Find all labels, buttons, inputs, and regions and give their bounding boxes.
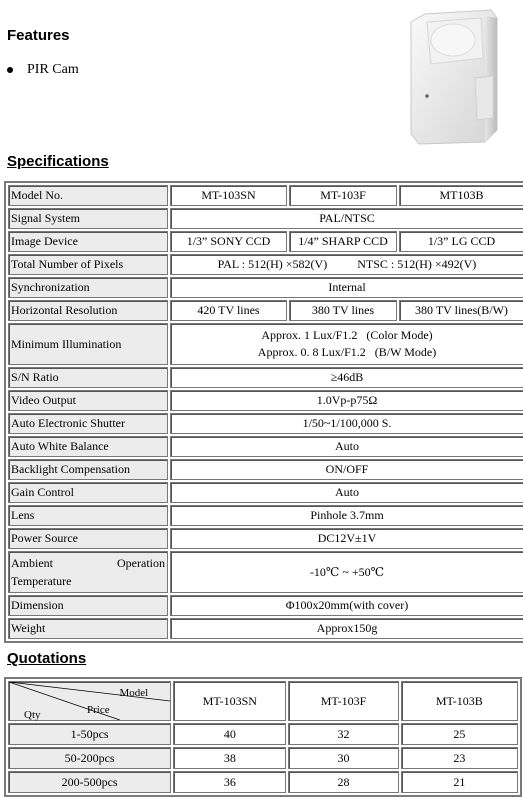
price-cell: 28 [288,771,398,793]
spec-value: Auto [170,482,523,503]
spec-label: Horizontal Resolution [8,300,168,321]
table-header-row [8,681,518,721]
spec-value: PAL/NTSC [170,208,523,229]
feature-item-label: PIR Cam [27,62,79,77]
spec-label: Total Number of Pixels [8,254,168,275]
spec-value: 380 TV lines(B/W) [399,300,523,321]
spec-label: Backlight Compensation [8,459,168,480]
spec-label: Video Output [8,390,168,411]
specifications-heading: Specifications [7,153,109,170]
spec-value: MT103B [399,185,523,206]
illumination-color-mode: Approx. 1 Lux/F1.2 (Color Mode) [261,328,433,342]
spec-label: Lens [8,505,168,526]
spec-value: Approx150g [170,618,523,639]
spec-label: Dimension [8,595,168,616]
spec-value: MT-103SN [170,185,287,206]
table-row [8,436,523,457]
model-header: MT-103B [401,681,518,721]
quotations-table [4,677,522,797]
price-cell: 40 [173,723,286,745]
spec-value: 1/50~1/100,000 S. [170,413,523,434]
spec-value: ≥46dB [170,367,523,388]
table-row [8,595,523,616]
spec-label: Weight [8,618,168,639]
bullet-icon [7,67,13,73]
spec-value: MT-103F [289,185,397,206]
price-cell: 23 [401,747,518,769]
spec-value: PAL : 512(H) ×582(V) NTSC : 512(H) ×492(V) [170,254,523,275]
spec-value: Pinhole 3.7mm [170,505,523,526]
operation-word: Operation [117,556,165,570]
corner-qty-label: Qty [24,709,41,721]
spec-label: Gain Control [8,482,168,503]
price-cell: 36 [173,771,286,793]
spec-value: 1/3” SONY CCD [170,231,287,252]
ambient-word: Ambient [11,556,53,570]
spec-value: Φ100x20mm(with cover) [170,595,523,616]
table-row [8,413,523,434]
specifications-table [4,181,523,643]
pir-camera-image [405,8,505,146]
qty-cell: 1-50pcs [8,723,171,745]
table-row [8,185,523,206]
table-row [8,390,523,411]
price-cell: 30 [288,747,398,769]
quotations-heading: Quotations [7,650,87,667]
features-heading: Features [7,27,70,44]
price-cell: 21 [401,771,518,793]
spec-value: Auto [170,436,523,457]
spec-value: 1/3” LG CCD [399,231,523,252]
corner-header-cell [8,681,171,721]
price-cell: 38 [173,747,286,769]
table-row [8,723,518,745]
table-row [8,528,523,549]
table-row [8,323,523,365]
table-row [8,505,523,526]
spec-label: Auto Electronic Shutter [8,413,168,434]
spec-label: Signal System [8,208,168,229]
spec-value: 420 TV lines [170,300,287,321]
qty-cell: 200-500pcs [8,771,171,793]
spec-value: -10℃ ~ +50℃ [170,551,523,593]
table-row [8,551,523,593]
ambient-label-line [11,554,165,572]
spec-value: DC12V±1V [170,528,523,549]
spec-label: Synchronization [8,277,168,298]
table-row [8,747,518,769]
spec-label: S/N Ratio [8,367,168,388]
spec-label: Minimum Illumination [8,323,168,365]
model-header: MT-103F [288,681,398,721]
spec-value: 1.0Vp-p75Ω [170,390,523,411]
qty-cell: 50-200pcs [8,747,171,769]
table-row [8,300,523,321]
feature-item [7,62,79,78]
table-row [8,459,523,480]
spec-label: Power Source [8,528,168,549]
corner-price-label: Price [87,704,110,716]
table-row [8,367,523,388]
spec-label: Image Device [8,231,168,252]
price-cell: 25 [401,723,518,745]
spec-value: Internal [170,277,523,298]
table-row [8,231,523,252]
table-row [8,618,523,639]
temperature-word: Temperature [11,574,72,588]
model-header: MT-103SN [173,681,286,721]
corner-model-label: Model [119,687,149,699]
spec-label: Auto White Balance [8,436,168,457]
table-row [8,277,523,298]
spec-value: ON/OFF [170,459,523,480]
spec-value: 1/4” SHARP CCD [289,231,397,252]
table-row [8,208,523,229]
price-cell: 32 [288,723,398,745]
spec-label [8,551,168,593]
table-row [8,771,518,793]
table-row [8,254,523,275]
spec-label: Model No. [8,185,168,206]
table-row [8,482,523,503]
illumination-bw-mode: Approx. 0. 8 Lux/F1.2 (B/W Mode) [257,345,437,359]
spec-value [170,323,523,365]
spec-value: 380 TV lines [289,300,397,321]
